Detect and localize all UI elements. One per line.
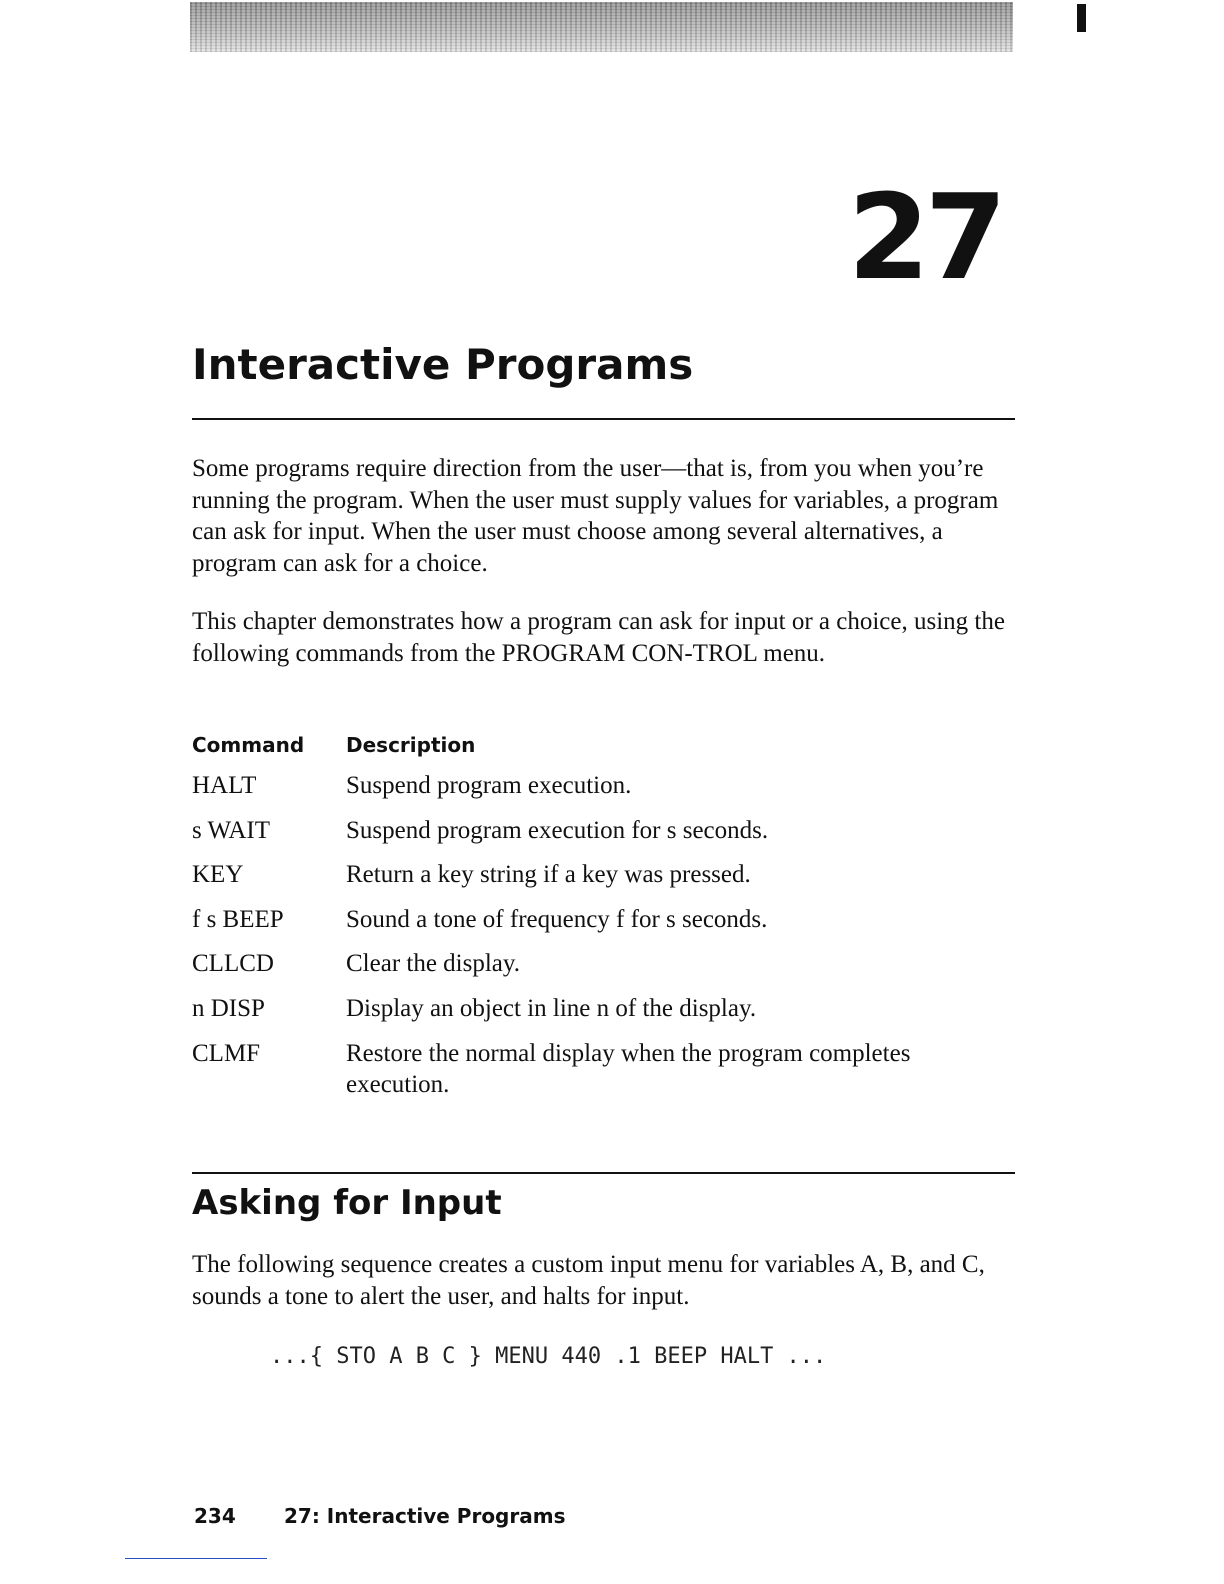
corner-mark <box>1077 4 1086 32</box>
command-column-header: Command <box>192 733 305 757</box>
table-row <box>192 770 1015 815</box>
header-band-decoration <box>190 2 1013 52</box>
description-cell: Clear the display. <box>346 950 521 978</box>
command-cell: f s BEEP <box>192 905 284 933</box>
table-row <box>192 859 1015 904</box>
command-cell: KEY <box>192 861 244 889</box>
chapter-number: 27 <box>847 168 1002 306</box>
command-cell: CLLCD <box>192 950 274 978</box>
command-cell: CLMF <box>192 1039 261 1067</box>
table-row <box>192 904 1015 949</box>
page-number: 234 <box>194 1504 236 1528</box>
section-rule <box>192 1172 1015 1174</box>
description-cell: Restore the normal display when the program completes execution. <box>346 1039 911 1099</box>
bottom-edge-line <box>125 1558 267 1559</box>
section-title: Asking for Input <box>192 1183 502 1223</box>
description-cell: Return a key string if a key was pressed. <box>346 861 751 889</box>
command-table <box>192 770 1015 1101</box>
table-row <box>192 948 1015 993</box>
description-column-header: Description <box>346 733 476 757</box>
chapter-title: Interactive Programs <box>192 340 694 389</box>
running-title: 27: Interactive Programs <box>284 1504 566 1528</box>
intro-paragraph-2: This chapter demonstrates how a program can ask for input or a choice, using the following commands from the PROGRAM CON-TROL menu. <box>192 608 1005 667</box>
intro-paragraph-1: Some programs require direction from the user—that is, from you when you’re running the program. When the user must supply values for variables, a program can ask for input. When the user must choose among several alternatives, a program can ask for a choice. <box>192 455 999 577</box>
description-cell: Suspend program execution. <box>346 772 632 799</box>
description-cell: Display an object in line n of the display. <box>346 994 757 1022</box>
command-cell: n DISP <box>192 994 265 1022</box>
description-cell: Suspend program execution for s seconds. <box>346 816 769 844</box>
section-paragraph: The following sequence creates a custom input menu for variables A, B, and C, sounds a tone to alert the user, and halts for input. <box>192 1251 985 1310</box>
command-cell: s WAIT <box>192 816 271 844</box>
command-cell: HALT <box>192 772 257 799</box>
table-row <box>192 1038 1015 1101</box>
table-row <box>192 815 1015 860</box>
table-row <box>192 993 1015 1038</box>
description-cell: Sound a tone of frequency f for s seconds. <box>346 905 768 933</box>
code-example: ...{ STO A B C } MENU 440 .1 BEEP HALT ... <box>270 1344 827 1369</box>
chapter-title-rule <box>192 418 1015 420</box>
